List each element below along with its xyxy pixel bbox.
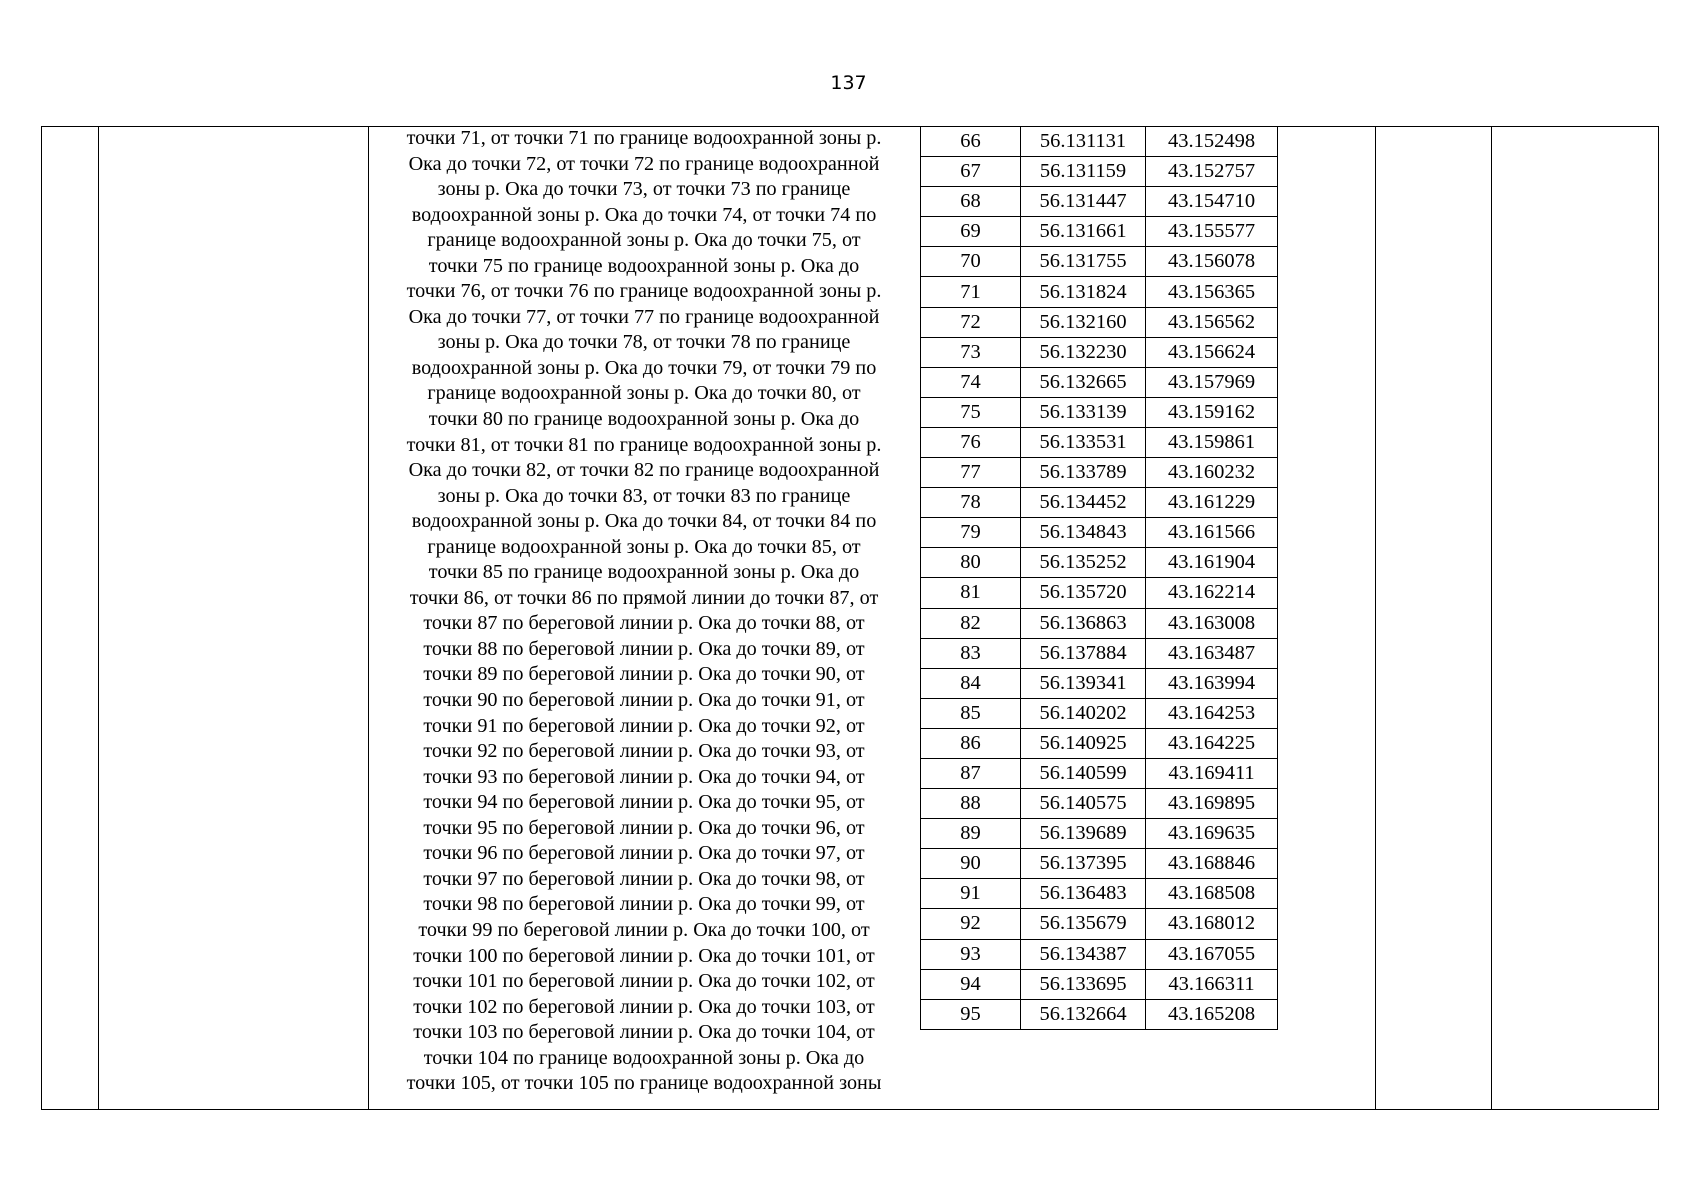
point-number: 77 [921, 458, 1021, 488]
table-row [921, 157, 1278, 187]
column-divider [1491, 126, 1492, 1110]
point-number: 79 [921, 518, 1021, 548]
description-line: точки 92 по береговой линии р. Ока до точки 93, от [423, 740, 865, 763]
point-number: 93 [921, 939, 1021, 969]
latitude-cell: 56.139689 [1021, 819, 1146, 849]
description-line: точки 95 по береговой линии р. Ока до точки 96, от [423, 816, 865, 839]
description-line: точки 90 по береговой линии р. Ока до точки 91, от [423, 689, 865, 712]
latitude-cell: 56.133695 [1021, 969, 1146, 999]
point-number: 87 [921, 758, 1021, 788]
latitude-cell: 56.133789 [1021, 458, 1146, 488]
description-line: точки 76, от точки 76 по границе водоохранной зоны р. [406, 280, 882, 303]
table-row [921, 217, 1278, 247]
latitude-cell: 56.131447 [1021, 187, 1146, 217]
longitude-cell: 43.168012 [1146, 909, 1278, 939]
column-divider [98, 126, 99, 1110]
latitude-cell: 56.134452 [1021, 488, 1146, 518]
longitude-cell: 43.169635 [1146, 819, 1278, 849]
latitude-cell: 56.133531 [1021, 427, 1146, 457]
description-line: точки 81, от точки 81 по границе водоохранной зоны р. [406, 433, 882, 456]
longitude-cell: 43.157969 [1146, 367, 1278, 397]
latitude-cell: 56.140925 [1021, 728, 1146, 758]
column-divider [1375, 126, 1376, 1110]
longitude-cell: 43.152498 [1146, 127, 1278, 157]
description-line: границе водоохранной зоны р. Ока до точки 75, от [427, 229, 861, 252]
point-number: 70 [921, 247, 1021, 277]
longitude-cell: 43.163008 [1146, 608, 1278, 638]
longitude-cell: 43.159861 [1146, 427, 1278, 457]
description-line: точки 100 по береговой линии р. Ока до точки 101, от [413, 944, 875, 967]
longitude-cell: 43.159162 [1146, 397, 1278, 427]
longitude-cell: 43.156078 [1146, 247, 1278, 277]
point-number: 78 [921, 488, 1021, 518]
description-line: водоохранной зоны р. Ока до точки 79, от точки 79 по [411, 356, 877, 379]
description-line: точки 98 по береговой линии р. Ока до точки 99, от [423, 893, 865, 916]
description-line: зоны р. Ока до точки 83, от точки 83 по границе [437, 484, 851, 507]
latitude-cell: 56.137884 [1021, 638, 1146, 668]
longitude-cell: 43.154710 [1146, 187, 1278, 217]
latitude-cell: 56.131131 [1021, 127, 1146, 157]
description-line: точки 101 по береговой линии р. Ока до точки 102, от [413, 970, 875, 993]
description-line: точки 75 по границе водоохранной зоны р. Ока до [428, 254, 860, 277]
latitude-cell: 56.135252 [1021, 548, 1146, 578]
longitude-cell: 43.162214 [1146, 578, 1278, 608]
longitude-cell: 43.163487 [1146, 638, 1278, 668]
description-line: Ока до точки 82, от точки 82 по границе водоохранной [408, 459, 880, 482]
point-number: 82 [921, 608, 1021, 638]
table-row [921, 999, 1278, 1029]
table-row [921, 277, 1278, 307]
point-number: 69 [921, 217, 1021, 247]
latitude-cell: 56.136483 [1021, 879, 1146, 909]
latitude-cell: 56.133139 [1021, 397, 1146, 427]
longitude-cell: 43.169895 [1146, 789, 1278, 819]
longitude-cell: 43.156365 [1146, 277, 1278, 307]
point-number: 95 [921, 999, 1021, 1029]
table-row [921, 367, 1278, 397]
description-line: точки 80 по границе водоохранной зоны р. Ока до [428, 408, 860, 431]
latitude-cell: 56.135720 [1021, 578, 1146, 608]
table-row [921, 187, 1278, 217]
longitude-cell: 43.161566 [1146, 518, 1278, 548]
description-line: точки 85 по границе водоохранной зоны р. Ока до [428, 561, 860, 584]
description-line: точки 104 по границе водоохранной зоны р. Ока до [423, 1046, 865, 1069]
table-row [921, 427, 1278, 457]
point-number: 91 [921, 879, 1021, 909]
latitude-cell: 56.134843 [1021, 518, 1146, 548]
point-number: 81 [921, 578, 1021, 608]
point-number: 67 [921, 157, 1021, 187]
latitude-cell: 56.135679 [1021, 909, 1146, 939]
description-line: границе водоохранной зоны р. Ока до точки 85, от [427, 535, 861, 558]
boundary-description [368, 126, 920, 1110]
latitude-cell: 56.131755 [1021, 247, 1146, 277]
table-row [921, 638, 1278, 668]
point-number: 74 [921, 367, 1021, 397]
description-line: точки 93 по береговой линии р. Ока до точки 94, от [423, 765, 865, 788]
description-line: точки 102 по береговой линии р. Ока до точки 103, от [413, 995, 875, 1018]
longitude-cell: 43.156624 [1146, 337, 1278, 367]
table-row [921, 819, 1278, 849]
latitude-cell: 56.132664 [1021, 999, 1146, 1029]
table-row [921, 458, 1278, 488]
longitude-cell: 43.156562 [1146, 307, 1278, 337]
description-line: зоны р. Ока до точки 78, от точки 78 по границе [437, 331, 851, 354]
description-line: точки 87 по береговой линии р. Ока до точки 88, от [423, 612, 865, 635]
latitude-cell: 56.140202 [1021, 698, 1146, 728]
point-number: 66 [921, 127, 1021, 157]
longitude-cell: 43.164253 [1146, 698, 1278, 728]
latitude-cell: 56.140599 [1021, 758, 1146, 788]
point-number: 80 [921, 548, 1021, 578]
latitude-cell: 56.137395 [1021, 849, 1146, 879]
table-row [921, 728, 1278, 758]
description-line: точки 96 по береговой линии р. Ока до точки 97, от [423, 842, 865, 865]
latitude-cell: 56.134387 [1021, 939, 1146, 969]
latitude-cell: 56.131159 [1021, 157, 1146, 187]
table-row [921, 337, 1278, 367]
point-number: 71 [921, 277, 1021, 307]
latitude-cell: 56.139341 [1021, 668, 1146, 698]
table-row [921, 879, 1278, 909]
table-row [921, 307, 1278, 337]
table-row [921, 518, 1278, 548]
longitude-cell: 43.164225 [1146, 728, 1278, 758]
page-number: 137 [830, 72, 867, 94]
point-number: 83 [921, 638, 1021, 668]
description-line: точки 86, от точки 86 по прямой линии до точки 87, от [409, 586, 879, 609]
point-number: 84 [921, 668, 1021, 698]
description-line: зоны р. Ока до точки 73, от точки 73 по границе [437, 178, 851, 201]
table-row [921, 789, 1278, 819]
point-number: 76 [921, 427, 1021, 457]
point-number: 75 [921, 397, 1021, 427]
longitude-cell: 43.168508 [1146, 879, 1278, 909]
description-line: точки 105, от точки 105 по границе водоохранной зоны [406, 1072, 882, 1095]
description-line: точки 88 по береговой линии р. Ока до точки 89, от [423, 637, 865, 660]
description-line: точки 94 по береговой линии р. Ока до точки 95, от [423, 791, 865, 814]
latitude-cell: 56.131661 [1021, 217, 1146, 247]
description-line: Ока до точки 72, от точки 72 по границе водоохранной [408, 152, 880, 175]
table-row [921, 247, 1278, 277]
description-line: водоохранной зоны р. Ока до точки 74, от точки 74 по [411, 203, 877, 226]
latitude-cell: 56.131824 [1021, 277, 1146, 307]
description-line: точки 89 по береговой линии р. Ока до точки 90, от [423, 663, 865, 686]
description-line: точки 91 по береговой линии р. Ока до точки 92, от [423, 714, 865, 737]
point-number: 86 [921, 728, 1021, 758]
table-row [921, 397, 1278, 427]
point-number: 89 [921, 819, 1021, 849]
point-number: 73 [921, 337, 1021, 367]
table-row [921, 939, 1278, 969]
latitude-cell: 56.132230 [1021, 337, 1146, 367]
longitude-cell: 43.169411 [1146, 758, 1278, 788]
description-line: точки 99 по береговой линии р. Ока до точки 100, от [418, 918, 870, 941]
description-line: точки 103 по береговой линии р. Ока до точки 104, от [413, 1021, 875, 1044]
table-row [921, 969, 1278, 999]
table-row [921, 578, 1278, 608]
latitude-cell: 56.132160 [1021, 307, 1146, 337]
latitude-cell: 56.132665 [1021, 367, 1146, 397]
description-line: Ока до точки 77, от точки 77 по границе водоохранной [408, 305, 880, 328]
longitude-cell: 43.152757 [1146, 157, 1278, 187]
table-row [921, 668, 1278, 698]
table-row [921, 548, 1278, 578]
point-number: 85 [921, 698, 1021, 728]
description-line: водоохранной зоны р. Ока до точки 84, от точки 84 по [411, 510, 877, 533]
table-row [921, 698, 1278, 728]
point-number: 92 [921, 909, 1021, 939]
point-number: 88 [921, 789, 1021, 819]
longitude-cell: 43.161229 [1146, 488, 1278, 518]
longitude-cell: 43.160232 [1146, 458, 1278, 488]
point-number: 90 [921, 849, 1021, 879]
description-line: точки 71, от точки 71 по границе водоохранной зоны р. [406, 127, 882, 149]
coordinates-table [920, 126, 1278, 1030]
table-row [921, 849, 1278, 879]
longitude-cell: 43.163994 [1146, 668, 1278, 698]
point-number: 94 [921, 969, 1021, 999]
description-line: точки 97 по береговой линии р. Ока до точки 98, от [423, 867, 865, 890]
table-row [921, 608, 1278, 638]
longitude-cell: 43.155577 [1146, 217, 1278, 247]
longitude-cell: 43.161904 [1146, 548, 1278, 578]
longitude-cell: 43.167055 [1146, 939, 1278, 969]
point-number: 72 [921, 307, 1021, 337]
longitude-cell: 43.165208 [1146, 999, 1278, 1029]
table-row [921, 909, 1278, 939]
longitude-cell: 43.166311 [1146, 969, 1278, 999]
table-row [921, 488, 1278, 518]
latitude-cell: 56.140575 [1021, 789, 1146, 819]
point-number: 68 [921, 187, 1021, 217]
longitude-cell: 43.168846 [1146, 849, 1278, 879]
description-line: границе водоохранной зоны р. Ока до точки 80, от [427, 382, 861, 405]
table-row [921, 127, 1278, 157]
table-row [921, 758, 1278, 788]
latitude-cell: 56.136863 [1021, 608, 1146, 638]
